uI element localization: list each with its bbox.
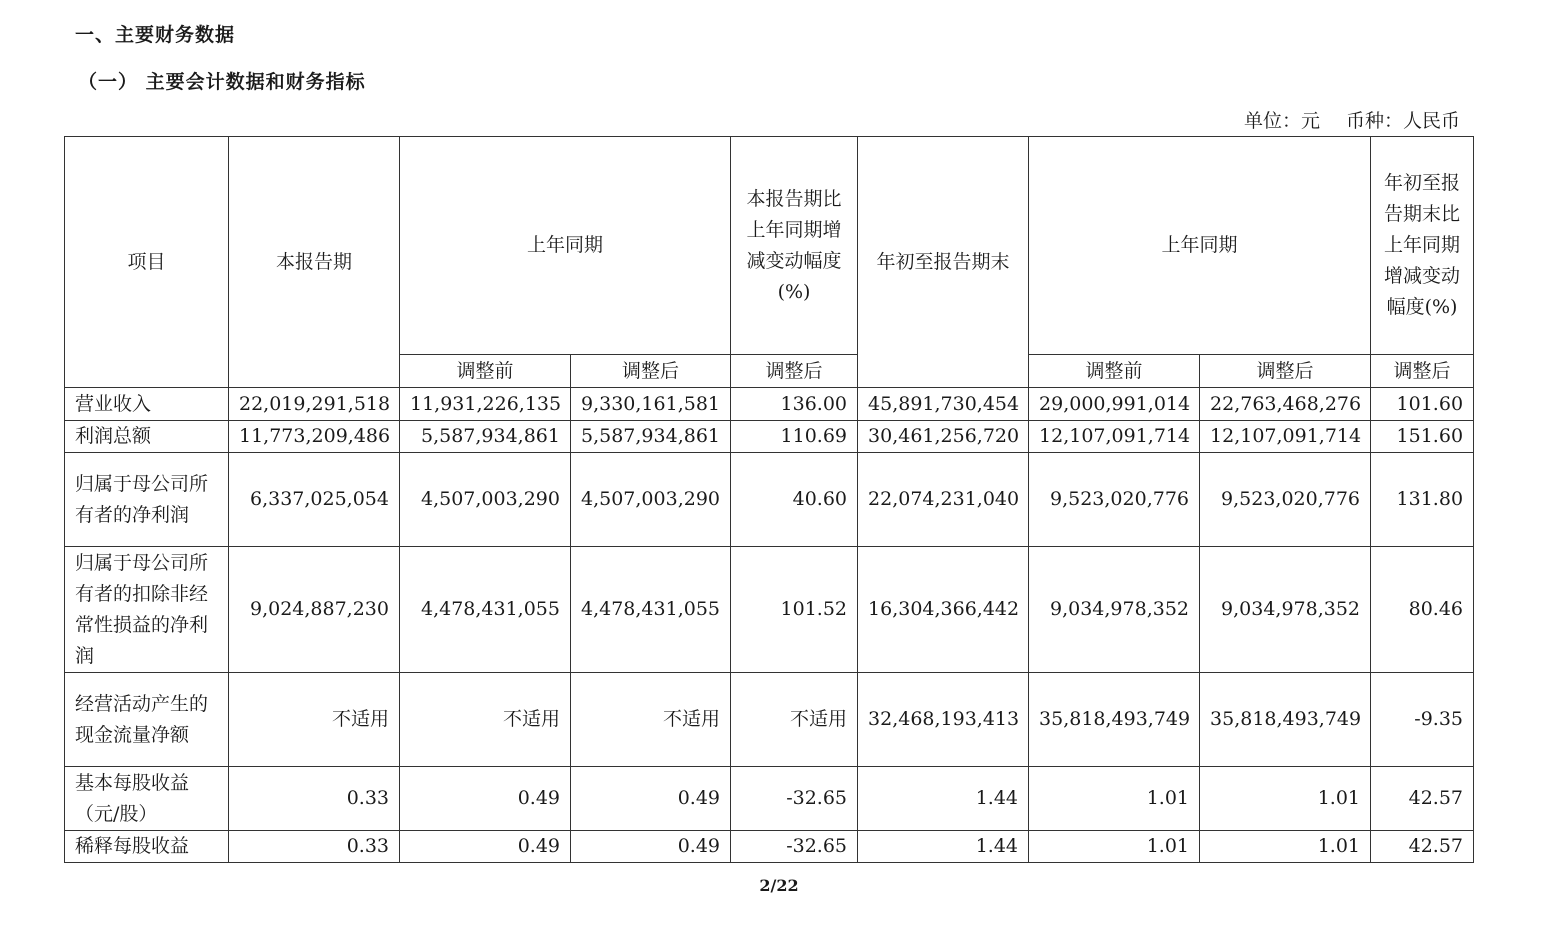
table-cell: 9,034,978,352	[1029, 547, 1200, 673]
row-label: 归属于母公司所有者的净利润	[65, 453, 229, 547]
table-cell: 29,000,991,014	[1029, 388, 1200, 421]
table-cell: 101.52	[731, 547, 858, 673]
table-cell: 1.01	[1029, 767, 1200, 831]
table-cell: 11,773,209,486	[229, 421, 400, 453]
table-cell: 1.01	[1029, 831, 1200, 863]
header-current-period: 本报告期	[229, 137, 400, 388]
table-cell: 45,891,730,454	[858, 388, 1029, 421]
table-cell: -32.65	[731, 831, 858, 863]
table-cell: 0.33	[229, 831, 400, 863]
table-cell: 5,587,934,861	[400, 421, 571, 453]
header-before-adjustment: 调整前	[400, 355, 571, 388]
table-cell: 42.57	[1371, 767, 1474, 831]
section-heading: 一、主要财务数据	[75, 24, 236, 46]
table-cell: -9.35	[1371, 673, 1474, 767]
table-cell: 30,461,256,720	[858, 421, 1029, 453]
table-cell: 4,507,003,290	[571, 453, 731, 547]
table-cell: 0.49	[400, 767, 571, 831]
table-cell: 16,304,366,442	[858, 547, 1029, 673]
table-cell: 不适用	[571, 673, 731, 767]
unit-label: 单位：元	[1243, 110, 1320, 132]
row-label: 归属于母公司所有者的扣除非经常性损益的净利润	[65, 547, 229, 673]
table-cell: 22,074,231,040	[858, 453, 1029, 547]
table-row	[65, 831, 1474, 863]
row-label: 营业收入	[65, 388, 229, 421]
unit-note	[1244, 106, 1460, 133]
table-cell: 22,763,468,276	[1200, 388, 1371, 421]
table-cell: 9,024,887,230	[229, 547, 400, 673]
table-row	[65, 421, 1474, 453]
row-label: 利润总额	[65, 421, 229, 453]
table-cell: 不适用	[229, 673, 400, 767]
table-row	[65, 453, 1474, 547]
table-cell: 9,034,978,352	[1200, 547, 1371, 673]
table-cell: 35,818,493,749	[1200, 673, 1371, 767]
table-cell: 35,818,493,749	[1029, 673, 1200, 767]
currency-label: 币种：人民币	[1345, 110, 1460, 132]
table-cell: 136.00	[731, 388, 858, 421]
table-cell: 110.69	[731, 421, 858, 453]
header-after-adjustment: 调整后	[571, 355, 731, 388]
header-after-adjustment: 调整后	[1200, 355, 1371, 388]
header-after-adjustment: 调整后	[1371, 355, 1474, 388]
table-cell: 9,523,020,776	[1029, 453, 1200, 547]
header-item: 项目	[65, 137, 229, 388]
table-cell: 40.60	[731, 453, 858, 547]
table-cell: 6,337,025,054	[229, 453, 400, 547]
row-label: 稀释每股收益	[65, 831, 229, 863]
table-cell: 1.44	[858, 767, 1029, 831]
header-prior-period: 上年同期	[400, 137, 731, 355]
table-cell: 151.60	[1371, 421, 1474, 453]
row-label: 经营活动产生的现金流量净额	[65, 673, 229, 767]
page-number: 2/22	[759, 876, 799, 895]
table-cell: 0.33	[229, 767, 400, 831]
table-row	[65, 673, 1474, 767]
table-cell: 131.80	[1371, 453, 1474, 547]
header-before-adjustment: 调整前	[1029, 355, 1200, 388]
table-row	[65, 767, 1474, 831]
header-after-adjustment: 调整后	[731, 355, 858, 388]
table-cell: 1.01	[1200, 831, 1371, 863]
header-current-change: 本报告期比上年同期增减变动幅度(%)	[731, 137, 858, 355]
table-cell: 5,587,934,861	[571, 421, 731, 453]
row-label: 基本每股收益（元/股）	[65, 767, 229, 831]
header-ytd-change: 年初至报告期末比上年同期增减变动幅度(%)	[1371, 137, 1474, 355]
table-cell: 不适用	[731, 673, 858, 767]
table-cell: 42.57	[1371, 831, 1474, 863]
table-cell: 9,330,161,581	[571, 388, 731, 421]
subsection-heading: （一） 主要会计数据和财务指标	[78, 71, 366, 93]
table-cell: 22,019,291,518	[229, 388, 400, 421]
table-cell: 12,107,091,714	[1200, 421, 1371, 453]
table-cell: 0.49	[571, 767, 731, 831]
table-cell: 4,478,431,055	[571, 547, 731, 673]
table-cell: 9,523,020,776	[1200, 453, 1371, 547]
table-cell: 不适用	[400, 673, 571, 767]
table-cell: 32,468,193,413	[858, 673, 1029, 767]
header-prior-ytd: 上年同期	[1029, 137, 1371, 355]
table-cell: 11,931,226,135	[400, 388, 571, 421]
table-row	[65, 547, 1474, 673]
table-cell: 1.01	[1200, 767, 1371, 831]
table-cell: 1.44	[858, 831, 1029, 863]
table-cell: 0.49	[571, 831, 731, 863]
table-cell: 101.60	[1371, 388, 1474, 421]
table-cell: 12,107,091,714	[1029, 421, 1200, 453]
table-cell: 4,478,431,055	[400, 547, 571, 673]
header-ytd: 年初至报告期末	[858, 137, 1029, 388]
table-row	[65, 388, 1474, 421]
table-cell: 0.49	[400, 831, 571, 863]
table-cell: 4,507,003,290	[400, 453, 571, 547]
financial-data-table	[64, 136, 1474, 863]
table-cell: 80.46	[1371, 547, 1474, 673]
table-cell: -32.65	[731, 767, 858, 831]
